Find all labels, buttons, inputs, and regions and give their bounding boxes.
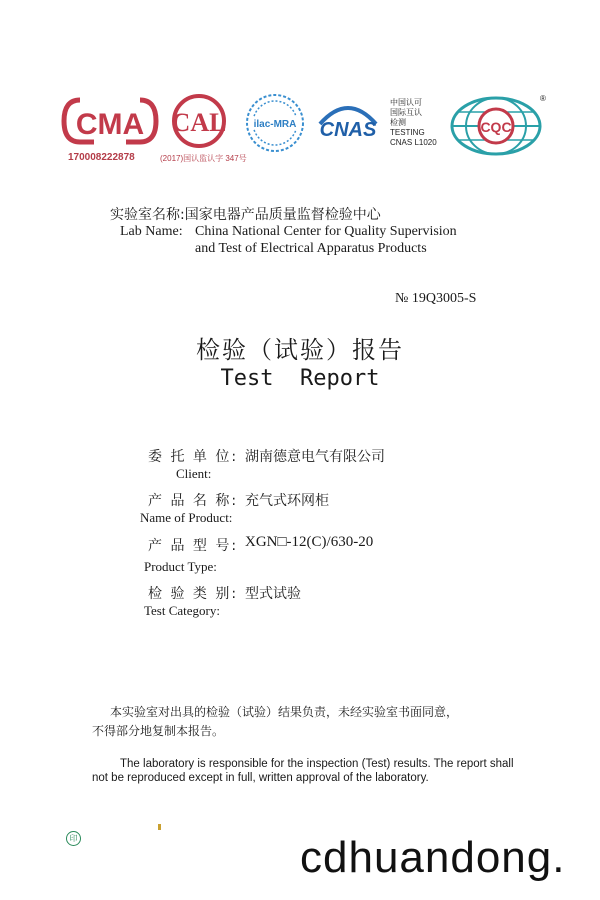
title-cn: 检验（试验）报告	[196, 336, 404, 364]
cnas-side-line-5: CNAS L1020	[390, 138, 437, 147]
cma-mark-icon	[60, 92, 160, 150]
cal-mark-icon	[164, 92, 234, 150]
test-category-label-en: Test Category:	[144, 603, 220, 618]
client-label-en: Client:	[176, 466, 212, 481]
cqc-logo	[448, 92, 548, 167]
watermark-text: cdhuandong.	[300, 833, 566, 882]
lab-name-en-line-2: and Test of Electrical Apparatus Products	[195, 241, 427, 256]
test-category-value: 型式试验	[245, 586, 301, 602]
title-en: Test Report	[220, 366, 380, 391]
stamp-mark-icon: 印	[66, 831, 81, 846]
product-name-label-cn: 产 品 名 称:	[148, 493, 239, 509]
svg-text:CQC: CQC	[480, 119, 512, 135]
cal-logo	[160, 92, 247, 172]
cma-logo	[60, 92, 160, 172]
cnas-mark-icon	[312, 96, 384, 154]
speck-decoration	[158, 824, 161, 830]
notice-cn-line-2: 不得部分地复制本报告。	[92, 724, 225, 738]
notice-cn-line-1: 本实验室对出具的检验（试验）结果负责，未经实验室书面同意，	[110, 705, 459, 719]
registered-mark: ®	[540, 94, 546, 103]
lab-name-en-line-1: China National Center for Quality Supervision	[195, 224, 457, 239]
lab-name-cn: 国家电器产品质量监督检验中心	[184, 207, 381, 223]
product-type-value: XGN□-12(C)/630-20	[245, 534, 374, 550]
cma-number: 170008222878	[68, 152, 135, 163]
notice-en-line-1: The laboratory is responsible for the inspection (Test) results. The report shall	[120, 758, 514, 770]
svg-text:CNAS: CNAS	[319, 119, 377, 141]
cnas-side-text	[390, 98, 450, 168]
product-name-label-en: Name of Product:	[140, 510, 233, 525]
cnas-side-line-1: 中国认可	[390, 98, 422, 107]
cnas-side-line-3: 检测	[390, 118, 406, 127]
certification-logos	[60, 92, 550, 172]
report-number: № 19Q3005-S	[395, 291, 477, 306]
lab-name-label-cn: 实验室名称:	[110, 207, 185, 223]
product-type-label-en: Product Type:	[144, 559, 217, 574]
lab-name-cn-row	[110, 204, 381, 224]
cnas-side-line-4: TESTING	[390, 128, 425, 137]
test-category-label-cn: 检 验 类 别:	[148, 586, 239, 602]
svg-text:ilac-MRA: ilac-MRA	[253, 119, 297, 130]
product-type-label-cn: 产 品 型 号:	[148, 538, 239, 554]
cqc-globe-icon	[448, 92, 544, 158]
product-name-value: 充气式环网柜	[245, 493, 329, 509]
cnas-side-line-2: 国际互认	[390, 108, 422, 117]
notice-en-line-2: not be reproduced except in full, written approval of the laboratory.	[92, 772, 429, 784]
lab-name-label-en: Lab Name:	[120, 224, 183, 239]
cnas-logo	[312, 96, 384, 156]
cal-caption: (2017)国认监认字 347号	[160, 154, 247, 163]
client-label-cn: 委 托 单 位:	[148, 449, 239, 465]
client-value: 湖南德意电气有限公司	[245, 449, 385, 465]
svg-text:CMA: CMA	[75, 108, 145, 141]
ilac-logo	[244, 92, 308, 162]
svg-text:CAL: CAL	[171, 108, 227, 137]
ilac-globe-icon	[244, 92, 306, 154]
